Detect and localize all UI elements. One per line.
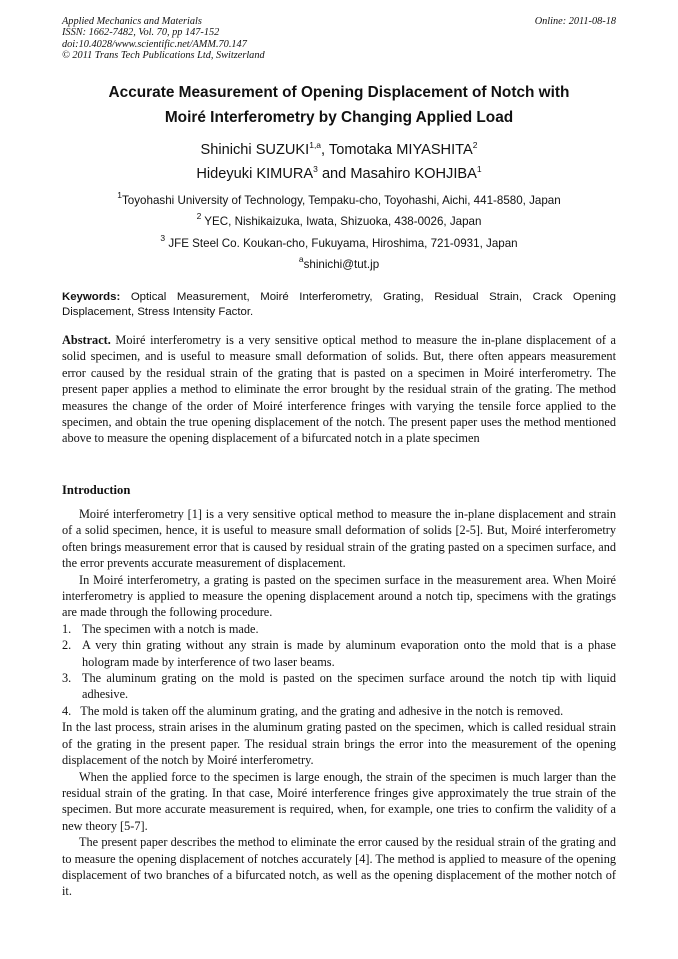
- author-sup: 3: [313, 164, 318, 174]
- author-sup: 2: [472, 140, 478, 150]
- list-number: 4.: [62, 703, 72, 718]
- abstract-block: [62, 332, 616, 447]
- list-text: The aluminum grating on the mold is pasted on the specimen surface around the notch tip with liquid adhesive.: [82, 671, 616, 702]
- section-heading-introduction: Introduction: [62, 483, 131, 497]
- doi-line: doi:10.4028/www.scientific.net/AMM.70.147: [62, 38, 247, 50]
- paragraph: In the last process, strain arises in the aluminum grating pasted on the specimen, which is called residual strain of the grating in the present paper. The residual strain brings the error into the measurement of the opening displacement of the notch by Moiré interferometry.: [62, 720, 616, 768]
- author-separator: and: [317, 166, 351, 182]
- list-number: 2.: [62, 638, 72, 653]
- affiliation-sup: 3: [160, 232, 166, 243]
- title-line-1: Accurate Measurement of Opening Displacement of Notch with: [108, 84, 570, 101]
- paragraph: The present paper describes the method to eliminate the error caused by the residual strain of the grating and to measure the opening displacement of notches accurately [4]. The method is applied to measure of the opening displacement of two branches of a bifurcated notch, as well as the opening displacement of the mother notch of it.: [62, 835, 616, 899]
- author-separator: ,: [321, 142, 329, 158]
- author-name: Hideyuki KIMURA: [196, 166, 314, 182]
- copyright-line: © 2011 Trans Tech Publications Ltd, Switzerland: [62, 50, 265, 62]
- list-item: [62, 703, 616, 719]
- list-item: [62, 621, 616, 637]
- affiliation-text: YEC, Nishikaizuka, Iwata, Shizuoka, 438-0026, Japan: [201, 215, 482, 229]
- list-text: A very thin grating without any strain is made by aluminum evaporation onto the mold that is a phase hologram made by interference of two laser beams.: [82, 638, 616, 669]
- introduction-body: [62, 506, 616, 900]
- email-sup: a: [298, 253, 304, 264]
- affiliation-sup: 1: [117, 190, 123, 200]
- author-name: Tomotaka MIYASHITA: [328, 142, 473, 158]
- journal-name: Applied Mechanics and Materials: [62, 16, 202, 27]
- affiliation-list: [62, 190, 616, 275]
- paragraph: When the applied force to the specimen is large enough, the strain of the specimen is much larger than the residual strain of the grating. In that case, Moiré interference fringes give approximately the true strain of the specimen. But more accurate measurement is required, when, for example, one tries to confirm the validity of a new theory [5-7].: [62, 769, 616, 833]
- author-line-1: [62, 138, 616, 162]
- affiliation: [62, 233, 616, 254]
- list-number: 1.: [62, 621, 72, 636]
- author-sup: 1,a: [309, 140, 322, 150]
- keywords-block: [62, 290, 616, 319]
- issn-line: ISSN: 1662-7482, Vol. 70, pp 147-152: [62, 27, 220, 39]
- affiliation-text: Toyohashi University of Technology, Tempaku-cho, Toyohashi, Aichi, 441-8580, Japan: [122, 194, 561, 207]
- author-list: [62, 138, 616, 186]
- author-name: Shinichi SUZUKI: [200, 142, 310, 158]
- keywords-label: Keywords:: [62, 291, 121, 303]
- affiliation-sup: 2: [196, 211, 202, 222]
- journal-header: [62, 16, 616, 62]
- online-date: Online: 2011-08-18: [534, 16, 616, 27]
- paper-title: [62, 80, 616, 130]
- affiliation: [62, 190, 616, 211]
- affiliation-text: JFE Steel Co. Koukan-cho, Fukuyama, Hiroshima, 721-0931, Japan: [165, 236, 518, 250]
- paragraph: Moiré interferometry [1] is a very sensitive optical method to measure the in-plane displacement and strain of a solid specimen, hence, it is useful to measure small deformation of solids [2-5]. But, Moiré interferometry often brings measurement error that is caused by residual strain of the grating pasted on a specimen surface, and the error prevents accurate measurement of displacement.: [62, 507, 616, 571]
- keywords-text: Optical Measurement, Moiré Interferometry, Grating, Residual Strain, Crack Opening Displacement, Stress Intensity Factor.: [62, 291, 616, 318]
- affiliation: [62, 211, 616, 232]
- email-line: [62, 254, 616, 275]
- list-text: The mold is taken off the aluminum grating, and the grating and adhesive in the notch is removed.: [80, 703, 564, 718]
- paragraph: In Moiré interferometry, a grating is pasted on the specimen surface in the measurement area. When Moiré interferometry is applied to measure the opening displacement around a notch tip, specimens with the gratings are made through the following procedure.: [62, 572, 616, 620]
- author-line-2: [62, 162, 616, 186]
- author-name: Masahiro KOHJIBA: [350, 166, 477, 182]
- abstract-label: Abstract.: [62, 333, 111, 347]
- list-number: 3.: [62, 671, 72, 686]
- email-address: shinichi@tut.jp: [303, 257, 380, 271]
- title-line-2: Moiré Interferometry by Changing Applied Load: [164, 109, 514, 126]
- list-text: The specimen with a notch is made.: [82, 621, 259, 636]
- abstract-text: Moiré interferometry is a very sensitive optical method to measure the in-plane displacement of a solid specimen, and is useful to measure small deformation of solids. But, there often appears measurement error caused by the residual strain of the grating that is pasted on a specimen in Moiré interferometry. The present paper applies a method to eliminate the error brought by the residual strain of the grating. The method measures the change of the order of Moiré interference fringes with varying the tensile force applied to the specimen, and obtain the true opening displacement of the notch. The present paper uses the method mentioned above to measure the opening displacement of a bifurcated notch in a plate specimen: [62, 333, 616, 446]
- list-item: [62, 637, 616, 670]
- list-item: [62, 670, 616, 703]
- author-sup: 1: [476, 164, 482, 174]
